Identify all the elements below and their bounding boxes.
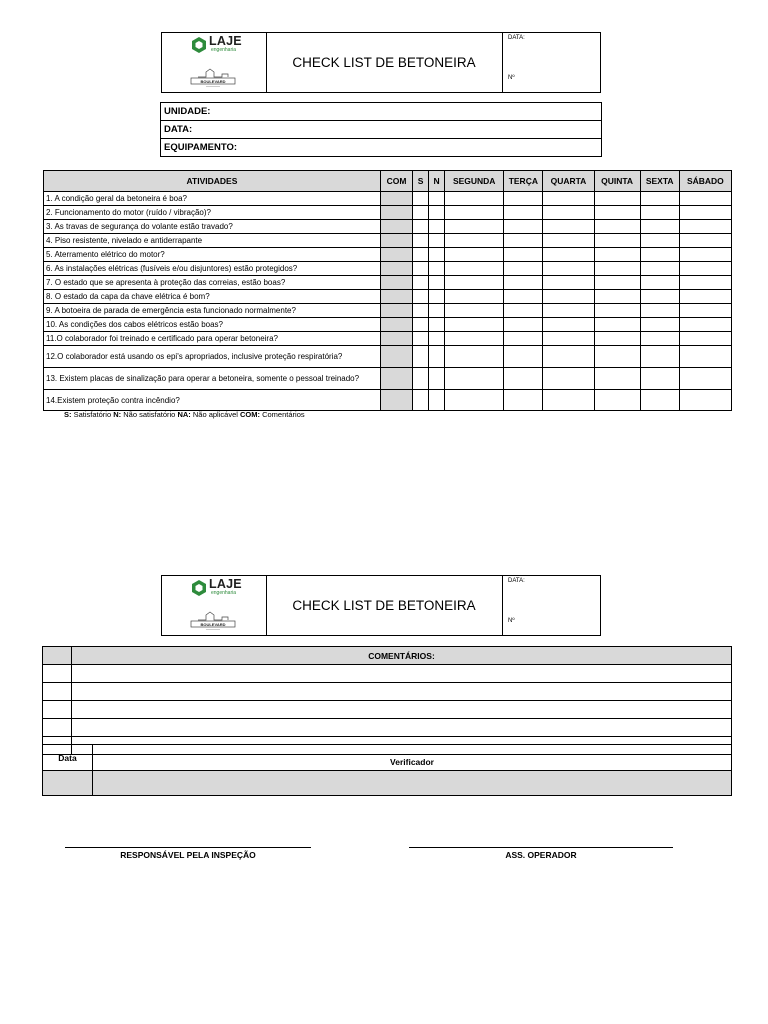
n-cell[interactable]	[429, 248, 445, 262]
activity-text: 7. O estado que se apresenta à proteção das correias, estão boas?	[44, 276, 381, 290]
activity-text: 14.Existem proteção contra incêndio?	[44, 390, 381, 411]
terca-cell[interactable]	[504, 234, 543, 248]
sabado-cell[interactable]	[679, 234, 731, 248]
s-cell[interactable]	[413, 318, 429, 332]
logo-subtitle: engenharia	[211, 590, 237, 596]
activities-table	[43, 170, 732, 411]
activities-header-row	[44, 171, 732, 192]
quinta-cell[interactable]	[594, 192, 640, 206]
s-cell[interactable]	[413, 220, 429, 234]
sexta-cell[interactable]	[640, 234, 679, 248]
s-cell[interactable]	[413, 234, 429, 248]
activity-text: 4. Piso resistente, nivelado e antiderrapante	[44, 234, 381, 248]
legend	[64, 410, 305, 419]
verificador-label: Verificador	[93, 745, 732, 771]
quinta-cell[interactable]	[594, 290, 640, 304]
comments-table	[42, 646, 732, 755]
comment-line[interactable]	[72, 719, 732, 737]
segunda-cell[interactable]	[445, 368, 504, 390]
n-cell[interactable]	[429, 206, 445, 220]
quarta-cell[interactable]	[543, 234, 594, 248]
form-header	[161, 32, 601, 93]
activity-row	[44, 290, 732, 304]
laje-logo-icon	[191, 579, 207, 597]
data-value-cell[interactable]	[43, 771, 93, 796]
terca-cell[interactable]	[504, 332, 543, 346]
sabado-cell[interactable]	[679, 206, 731, 220]
com-cell[interactable]	[380, 276, 412, 290]
column-header: SEXTA	[640, 171, 679, 192]
sabado-cell[interactable]	[679, 262, 731, 276]
quarta-cell[interactable]	[543, 276, 594, 290]
s-cell[interactable]	[413, 192, 429, 206]
legend-na-text: Não aplicável	[192, 410, 238, 419]
signature-line	[65, 847, 311, 848]
com-cell[interactable]	[380, 206, 412, 220]
sexta-cell[interactable]	[640, 346, 679, 368]
page-title: CHECK LIST DE BETONEIRA	[266, 33, 503, 92]
comment-line[interactable]	[72, 683, 732, 701]
com-cell[interactable]	[380, 234, 412, 248]
verificador-value-cell[interactable]	[93, 771, 732, 796]
column-header: COM	[380, 171, 412, 192]
activity-row	[44, 332, 732, 346]
info-table	[160, 102, 602, 157]
boulevard-logo-icon	[188, 65, 238, 89]
sabado-cell[interactable]	[679, 304, 731, 318]
n-cell[interactable]	[429, 234, 445, 248]
quarta-cell[interactable]	[543, 318, 594, 332]
com-cell[interactable]	[380, 220, 412, 234]
segunda-cell[interactable]	[445, 248, 504, 262]
legend-com-key: COM:	[240, 410, 260, 419]
comment-index-cell	[43, 683, 72, 701]
sabado-cell[interactable]	[679, 276, 731, 290]
com-cell[interactable]	[380, 192, 412, 206]
s-cell[interactable]	[413, 262, 429, 276]
sexta-cell[interactable]	[640, 276, 679, 290]
column-header: TERÇA	[504, 171, 543, 192]
terca-cell[interactable]	[504, 390, 543, 411]
sabado-cell[interactable]	[679, 220, 731, 234]
activity-row	[44, 192, 732, 206]
quarta-cell[interactable]	[543, 332, 594, 346]
equipamento-field[interactable]: EQUIPAMENTO:	[161, 139, 602, 157]
boulevard-text: BOULEVARD	[200, 621, 226, 627]
com-cell[interactable]	[380, 346, 412, 368]
boulevard-text: BOULEVARD	[200, 78, 226, 84]
quinta-cell[interactable]	[594, 368, 640, 390]
activity-text: 2. Funcionamento do motor (ruído / vibração)?	[44, 206, 381, 220]
activity-text: 3. As travas de segurança do volante estão travado?	[44, 220, 381, 234]
segunda-cell[interactable]	[445, 304, 504, 318]
sexta-cell[interactable]	[640, 206, 679, 220]
verification-table	[42, 744, 732, 796]
segunda-cell[interactable]	[445, 234, 504, 248]
activity-row	[44, 304, 732, 318]
activity-text: 1. A condição geral da betoneira é boa?	[44, 192, 381, 206]
quarta-cell[interactable]	[543, 346, 594, 368]
sabado-cell[interactable]	[679, 290, 731, 304]
activity-row	[44, 220, 732, 234]
comment-index-cell	[43, 719, 72, 737]
legend-s-text: Satisfatório	[73, 410, 112, 419]
n-cell[interactable]	[429, 368, 445, 390]
segunda-cell[interactable]	[445, 290, 504, 304]
s-cell[interactable]	[413, 290, 429, 304]
sabado-cell[interactable]	[679, 192, 731, 206]
sabado-cell[interactable]	[679, 318, 731, 332]
segunda-cell[interactable]	[445, 220, 504, 234]
s-cell[interactable]	[413, 206, 429, 220]
logo-cell	[162, 576, 267, 635]
s-cell[interactable]	[413, 368, 429, 390]
comments-corner-cell	[43, 647, 72, 665]
quarta-cell[interactable]	[543, 290, 594, 304]
quinta-cell[interactable]	[594, 220, 640, 234]
terca-cell[interactable]	[504, 318, 543, 332]
activity-row	[44, 262, 732, 276]
quarta-cell[interactable]	[543, 248, 594, 262]
terca-cell[interactable]	[504, 304, 543, 318]
meta-cell	[502, 576, 600, 635]
segunda-cell[interactable]	[445, 262, 504, 276]
number-label: Nº	[508, 75, 515, 81]
quinta-cell[interactable]	[594, 304, 640, 318]
n-cell[interactable]	[429, 390, 445, 411]
activity-text: 12.O colaborador está usando os epi's apropriados, inclusive proteção respiratória?	[44, 346, 381, 368]
data-field[interactable]: DATA:	[161, 121, 602, 139]
sabado-cell[interactable]	[679, 248, 731, 262]
terca-cell[interactable]	[504, 290, 543, 304]
legend-n-key: N:	[113, 410, 122, 419]
legend-s-key: S:	[64, 410, 72, 419]
com-cell[interactable]	[380, 248, 412, 262]
activity-text: 5. Aterramento elétrico do motor?	[44, 248, 381, 262]
segunda-cell[interactable]	[445, 332, 504, 346]
terca-cell[interactable]	[504, 192, 543, 206]
terca-cell[interactable]	[504, 346, 543, 368]
activity-text: 11.O colaborador foi treinado e certificado para operar betoneira?	[44, 332, 381, 346]
page-title: CHECK LIST DE BETONEIRA	[266, 576, 503, 635]
column-header: ATIVIDADES	[44, 171, 381, 192]
sexta-cell[interactable]	[640, 290, 679, 304]
sexta-cell[interactable]	[640, 248, 679, 262]
segunda-cell[interactable]	[445, 192, 504, 206]
n-cell[interactable]	[429, 332, 445, 346]
quinta-cell[interactable]	[594, 332, 640, 346]
comment-line[interactable]	[72, 701, 732, 719]
logo-name: LAJE	[209, 577, 242, 591]
activity-row	[44, 248, 732, 262]
n-cell[interactable]	[429, 262, 445, 276]
column-header: N	[429, 171, 445, 192]
date-label: DATA:	[508, 578, 525, 584]
quarta-cell[interactable]	[543, 220, 594, 234]
comment-line[interactable]	[72, 665, 732, 683]
n-cell[interactable]	[429, 290, 445, 304]
segunda-cell[interactable]	[445, 318, 504, 332]
s-cell[interactable]	[413, 248, 429, 262]
operator-signature-label: ASS. OPERADOR	[505, 850, 577, 860]
column-header: QUINTA	[594, 171, 640, 192]
column-header: SÁBADO	[679, 171, 731, 192]
unidade-field[interactable]: UNIDADE:	[161, 103, 602, 121]
quarta-cell[interactable]	[543, 192, 594, 206]
segunda-cell[interactable]	[445, 276, 504, 290]
n-cell[interactable]	[429, 276, 445, 290]
activity-text: 10. As condições dos cabos elétricos estão boas?	[44, 318, 381, 332]
s-cell[interactable]	[413, 346, 429, 368]
com-cell[interactable]	[380, 390, 412, 411]
quinta-cell[interactable]	[594, 234, 640, 248]
inspection-signature	[65, 847, 311, 860]
operator-signature	[409, 847, 673, 860]
quarta-cell[interactable]	[543, 390, 594, 411]
terca-cell[interactable]	[504, 368, 543, 390]
quinta-cell[interactable]	[594, 262, 640, 276]
quarta-cell[interactable]	[543, 206, 594, 220]
sexta-cell[interactable]	[640, 192, 679, 206]
com-cell[interactable]	[380, 368, 412, 390]
activity-row	[44, 390, 732, 411]
sexta-cell[interactable]	[640, 304, 679, 318]
s-cell[interactable]	[413, 276, 429, 290]
quarta-cell[interactable]	[543, 368, 594, 390]
quinta-cell[interactable]	[594, 346, 640, 368]
terca-cell[interactable]	[504, 206, 543, 220]
n-cell[interactable]	[429, 304, 445, 318]
com-cell[interactable]	[380, 304, 412, 318]
quarta-cell[interactable]	[543, 304, 594, 318]
logo-subtitle: engenharia	[211, 47, 237, 53]
quinta-cell[interactable]	[594, 276, 640, 290]
com-cell[interactable]	[380, 332, 412, 346]
legend-na-key: NA:	[177, 410, 191, 419]
s-cell[interactable]	[413, 390, 429, 411]
sabado-cell[interactable]	[679, 390, 731, 411]
comment-index-cell	[43, 665, 72, 683]
quinta-cell[interactable]	[594, 390, 640, 411]
legend-com-text: Comentários	[262, 410, 305, 419]
activities-body	[44, 192, 732, 411]
column-header: SEGUNDA	[445, 171, 504, 192]
activity-row	[44, 276, 732, 290]
terca-cell[interactable]	[504, 276, 543, 290]
activity-text: 8. O estado da capa da chave elétrica é bom?	[44, 290, 381, 304]
quinta-cell[interactable]	[594, 318, 640, 332]
quarta-cell[interactable]	[543, 262, 594, 276]
sexta-cell[interactable]	[640, 390, 679, 411]
sexta-cell[interactable]	[640, 368, 679, 390]
n-cell[interactable]	[429, 192, 445, 206]
sabado-cell[interactable]	[679, 332, 731, 346]
date-label: DATA:	[508, 35, 525, 41]
segunda-cell[interactable]	[445, 206, 504, 220]
n-cell[interactable]	[429, 346, 445, 368]
activity-text: 9. A botoeira de parada de emergência esta funcionado normalmente?	[44, 304, 381, 318]
n-cell[interactable]	[429, 220, 445, 234]
meta-cell	[502, 33, 600, 92]
comment-index-cell	[43, 701, 72, 719]
terca-cell[interactable]	[504, 262, 543, 276]
number-label: Nº	[508, 618, 515, 624]
quinta-cell[interactable]	[594, 248, 640, 262]
segunda-cell[interactable]	[445, 390, 504, 411]
sexta-cell[interactable]	[640, 220, 679, 234]
laje-logo-icon	[191, 36, 207, 54]
activity-row	[44, 346, 732, 368]
legend-n-text: Não satisfatório	[123, 410, 176, 419]
data-label: Data	[43, 745, 93, 771]
activity-row	[44, 206, 732, 220]
sabado-cell[interactable]	[679, 346, 731, 368]
form-header	[161, 575, 601, 636]
sexta-cell[interactable]	[640, 332, 679, 346]
sexta-cell[interactable]	[640, 262, 679, 276]
boulevard-logo-icon	[188, 608, 238, 632]
activity-row	[44, 318, 732, 332]
quinta-cell[interactable]	[594, 206, 640, 220]
inspection-signature-label: RESPONSÁVEL PELA INSPEÇÃO	[120, 850, 256, 860]
s-cell[interactable]	[413, 304, 429, 318]
activity-text: 6. As instalações elétricas (fusíveis e/ou disjuntores) estão protegidos?	[44, 262, 381, 276]
com-cell[interactable]	[380, 318, 412, 332]
com-cell[interactable]	[380, 262, 412, 276]
sabado-cell[interactable]	[679, 368, 731, 390]
com-cell[interactable]	[380, 290, 412, 304]
comments-title: COMENTÁRIOS:	[72, 647, 732, 665]
sexta-cell[interactable]	[640, 318, 679, 332]
column-header: QUARTA	[543, 171, 594, 192]
segunda-cell[interactable]	[445, 346, 504, 368]
logo-name: LAJE	[209, 34, 242, 48]
logo-cell	[162, 33, 267, 92]
activity-row	[44, 234, 732, 248]
s-cell[interactable]	[413, 332, 429, 346]
column-header: S	[413, 171, 429, 192]
terca-cell[interactable]	[504, 248, 543, 262]
terca-cell[interactable]	[504, 220, 543, 234]
activity-row	[44, 368, 732, 390]
activity-text: 13. Existem placas de sinalização para operar a betoneira, somente o pessoal treinado?	[44, 368, 381, 390]
signature-line	[409, 847, 673, 848]
n-cell[interactable]	[429, 318, 445, 332]
